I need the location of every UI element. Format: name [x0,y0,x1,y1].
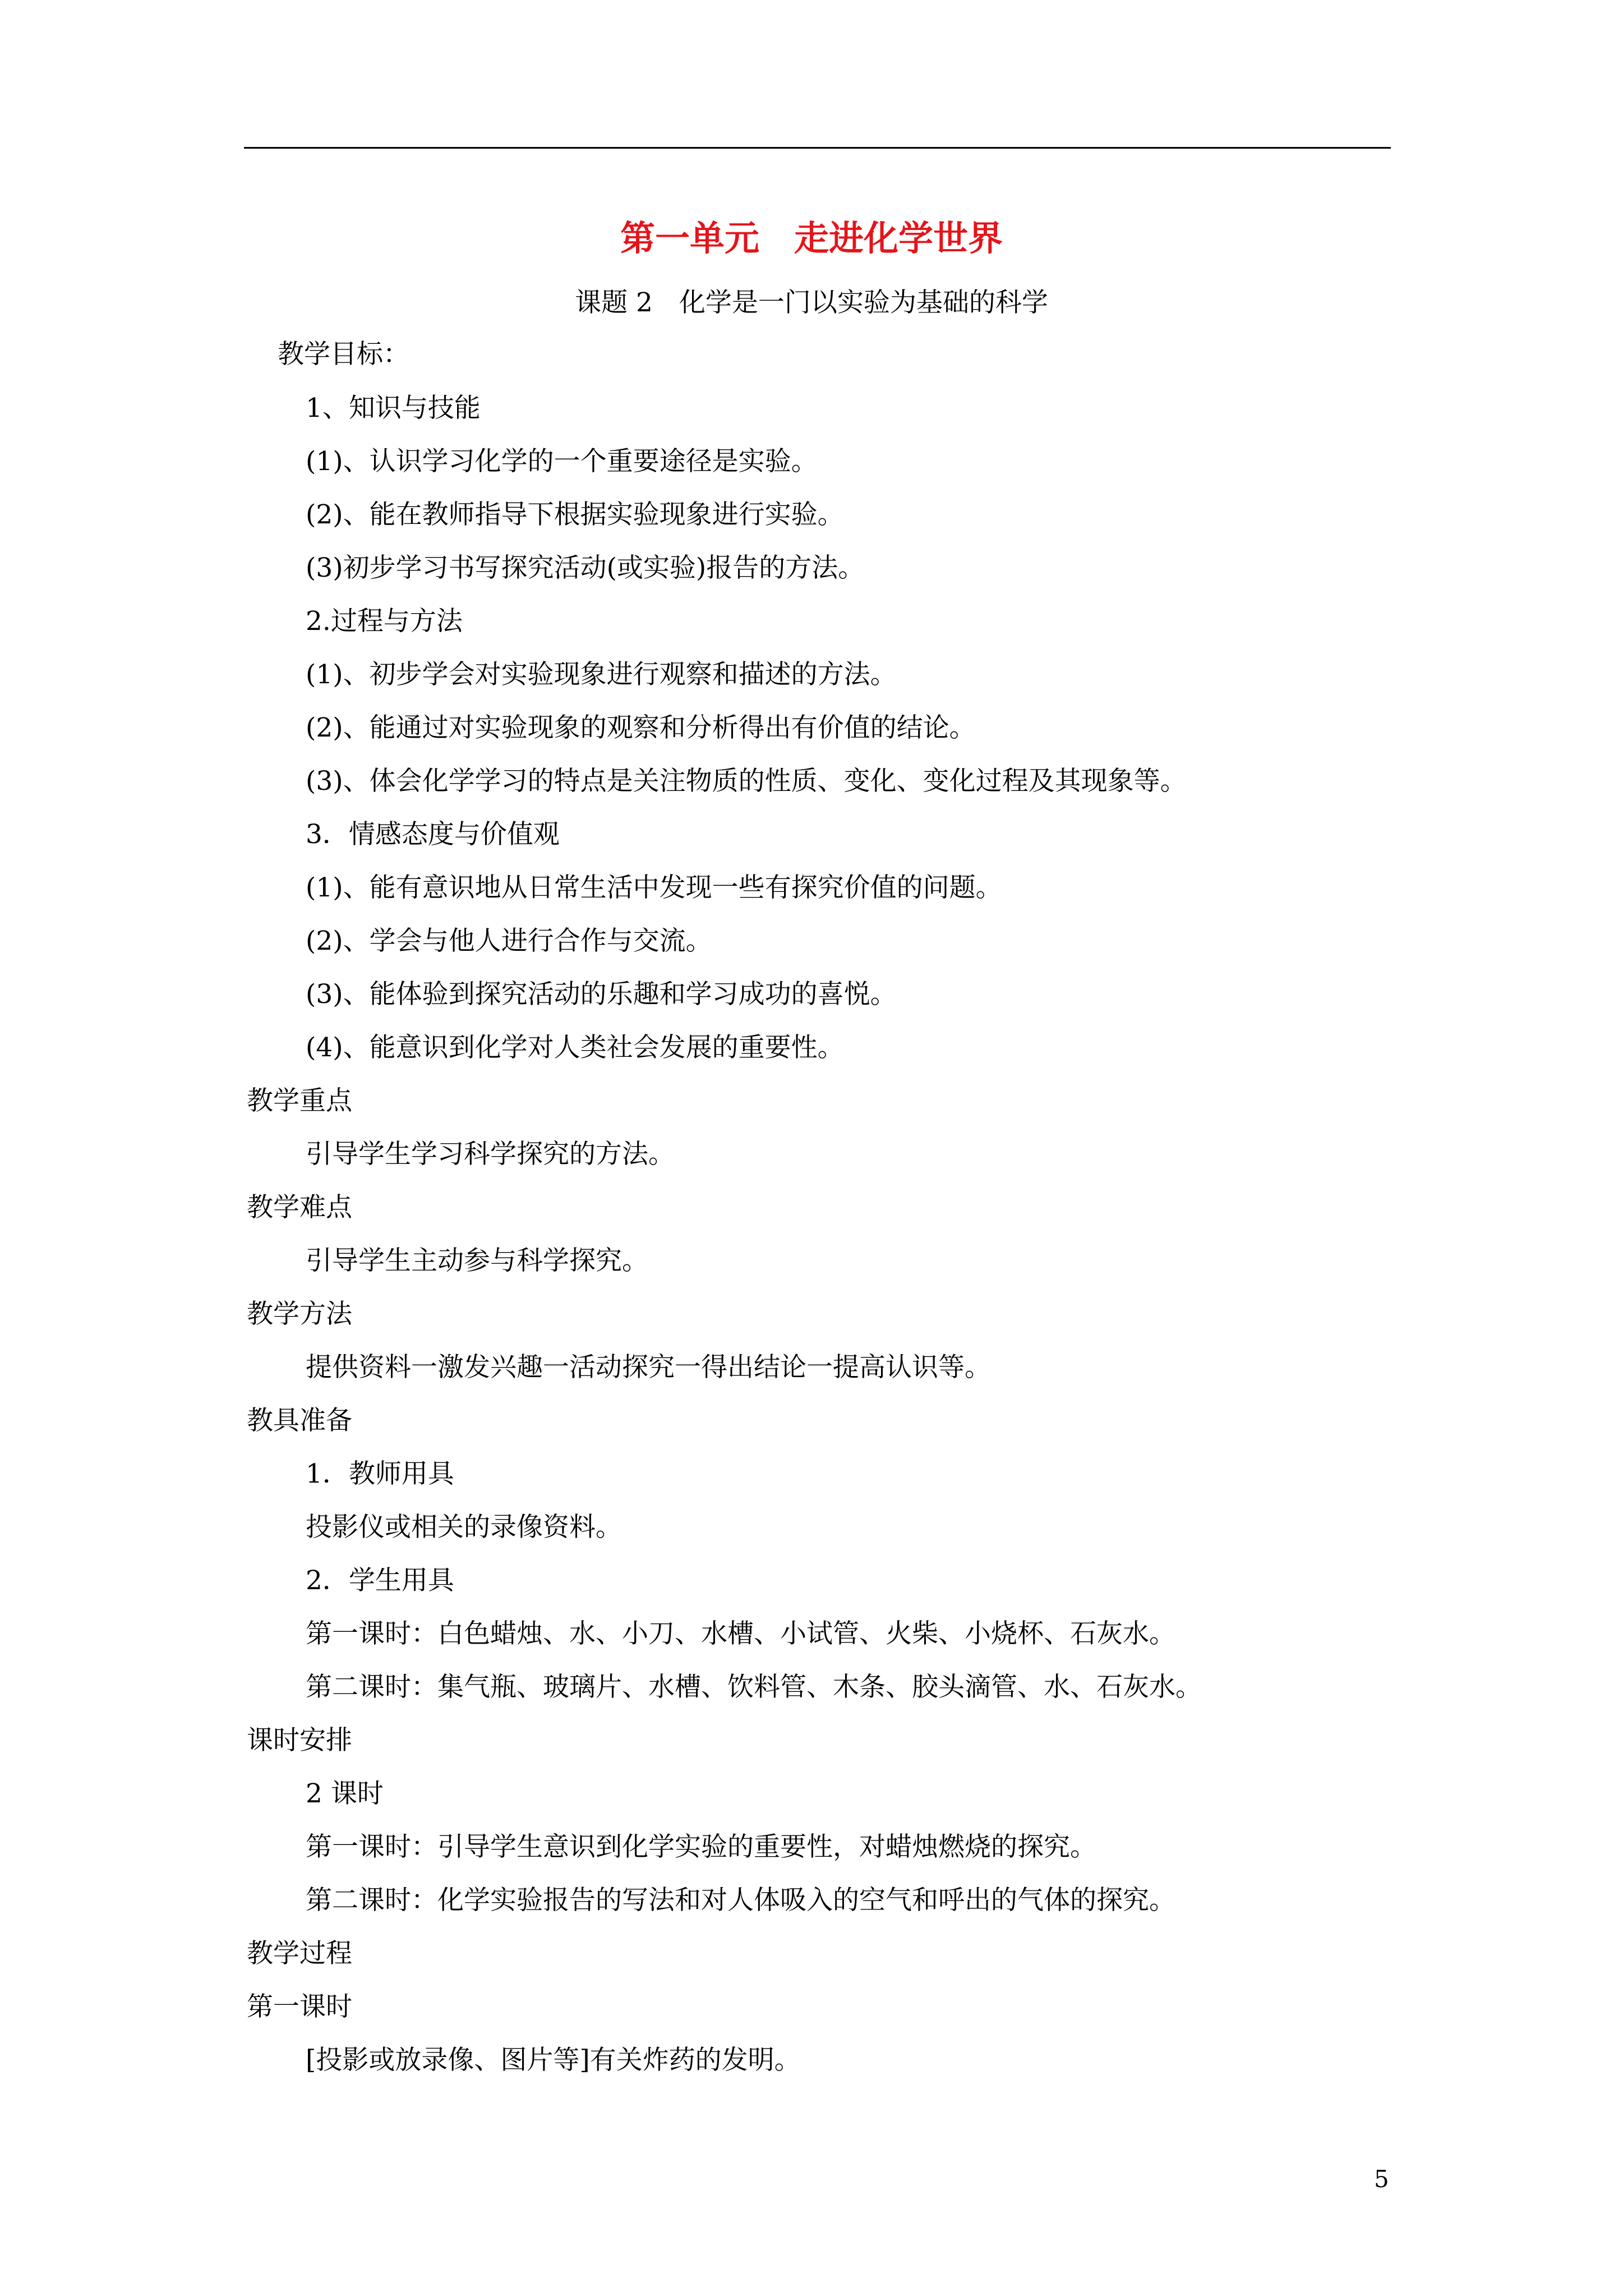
objective-item: (3)初步学习书写探究活动(或实验)报告的方法。 [306,553,865,583]
objective-item: (2)、能通过对实验现象的观察和分析得出有价值的结论。 [306,712,976,743]
objective-item: (1)、认识学习化学的一个重要途径是实验。 [306,446,818,477]
objective-group-heading: 1、知识与技能 [306,393,481,424]
objective-item: (3)、能体验到探究活动的乐趣和学习成功的喜悦。 [306,979,897,1010]
section-heading-key-points: 教学重点 [247,1085,352,1116]
objective-item: (1)、初步学会对实验现象进行观察和描述的方法。 [306,659,897,690]
unit-title: 第一单元 走进化学世界 [620,218,1003,259]
objective-item: (4)、能意识到化学对人类社会发展的重要性。 [306,1032,844,1063]
objective-item: (2)、学会与他人进行合作与交流。 [306,926,712,956]
materials-group-heading: 1．教师用具 [306,1458,454,1489]
page-number: 5 [1374,2165,1389,2193]
section-heading-schedule: 课时安排 [247,1725,352,1756]
section-body: 2 课时 [306,1778,384,1809]
lesson-title: 课题 2 化学是一门以实验为基础的科学 [575,287,1048,318]
objective-group-heading: 3．情感态度与价值观 [306,819,560,850]
section-heading-difficulties: 教学难点 [247,1192,352,1223]
section-body: 第二课时：集气瓶、玻璃片、水槽、饮料管、木条、胶头滴管、水、石灰水。 [306,1672,1202,1703]
section-body: 引导学生主动参与科学探究。 [306,1245,648,1276]
section-body: 第一课时：引导学生意识到化学实验的重要性，对蜡烛燃烧的探究。 [306,1832,1096,1862]
section-body: 提供资料一激发兴趣一活动探究一得出结论一提高认识等。 [306,1352,991,1383]
section-heading-methods: 教学方法 [247,1299,352,1329]
section-heading-materials: 教具准备 [247,1405,352,1436]
materials-group-heading: 2．学生用具 [306,1565,454,1596]
section-body: 第一课时：白色蜡烛、水、小刀、水槽、小试管、火柴、小烧杯、石灰水。 [306,1618,1175,1649]
objective-item: (1)、能有意识地从日常生活中发现一些有探究价值的问题。 [306,872,1002,903]
section-body: [投影或放录像、图片等]有关炸药的发明。 [306,2045,801,2076]
section-body: 第二课时：化学实验报告的写法和对人体吸入的空气和呼出的气体的探究。 [306,1885,1175,1916]
section-heading-objectives: 教学目标： [278,339,409,370]
section-heading-first-lesson: 第一课时 [247,1991,352,2022]
objective-item: (3)、体会化学学习的特点是关注物质的性质、变化、变化过程及其现象等。 [306,766,1187,797]
section-body: 引导学生学习科学探究的方法。 [306,1139,675,1170]
section-body: 投影仪或相关的录像资料。 [306,1512,622,1543]
section-heading-process: 教学过程 [247,1938,352,1969]
objective-item: (2)、能在教师指导下根据实验现象进行实验。 [306,499,844,530]
objective-group-heading: 2.过程与方法 [306,606,463,637]
header-rule [244,147,1391,149]
